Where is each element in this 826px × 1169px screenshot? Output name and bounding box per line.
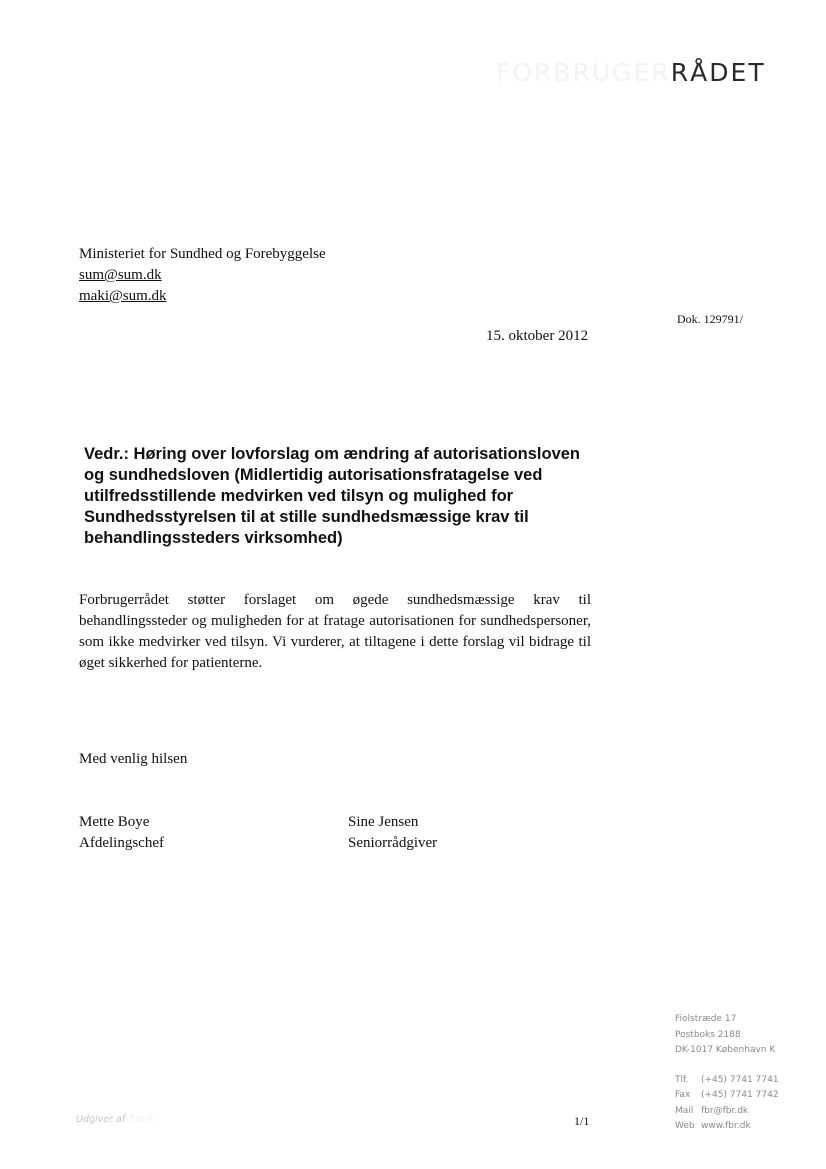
contact-label: Web (675, 1121, 695, 1131)
signatory-block (79, 812, 164, 854)
closing-greeting: Med venlig hilsen (79, 751, 188, 767)
contact-value: (+45) 7741 7742 (701, 1090, 779, 1100)
contact-label: Fax (675, 1090, 691, 1100)
publisher-name: Tænk (128, 1114, 154, 1125)
contact-value: (+45) 7741 7741 (701, 1074, 779, 1085)
address-city: DK-1017 København K (675, 1045, 776, 1055)
contact-web-link[interactable]: www.fbr.dk (701, 1121, 751, 1131)
contact-row-phone (675, 1073, 779, 1089)
organization-logo (496, 58, 766, 87)
signatory-title: Afdelingschef (79, 835, 164, 851)
contact-row-fax (675, 1088, 779, 1104)
contact-email-link[interactable]: fbr@fbr.dk (701, 1105, 749, 1116)
signatory-name: Mette Boye (79, 814, 150, 830)
recipient-email-link[interactable]: maki@sum.dk (79, 288, 167, 304)
publisher-label: Udgiver af (76, 1114, 126, 1125)
logo-dark-text: RÅDET (670, 58, 766, 87)
contact-row-web (675, 1119, 779, 1135)
contact-row-mail (675, 1104, 779, 1120)
page-number: 1/1 (574, 1114, 590, 1128)
body-paragraph: Forbrugerrådet støtter forslaget om øgede sundhedsmæssige krav til behandlingssteder og muligheden for at fratage autorisationen for sundhedspersoner, som ikke medvirker ved tilsyn. Vi vurderer, at tiltagene i dette forslag vil bidrage til øget sikkerhed for patienterne. (79, 592, 591, 671)
contact-label: Tlf. (675, 1074, 689, 1085)
signatory-block (348, 812, 437, 854)
contact-label: Mail (675, 1105, 694, 1116)
publisher-note (76, 1114, 154, 1125)
recipient-name: Ministeriet for Sundhed og Forebyggelse (79, 246, 326, 262)
signatory-name: Sine Jensen (348, 814, 419, 830)
letter-date: 15. oktober 2012 (486, 328, 589, 344)
recipient-block (79, 244, 326, 307)
sender-address (675, 1012, 779, 1135)
address-po-box: Postboks 2188 (675, 1029, 741, 1040)
subject-heading: Vedr.: Høring over lovforslag om ændring af autorisationsloven og sundhedsloven (Midlertidig autorisationsfratagelse ved utilfredsstillende medvirken ved tilsyn og mulighed for Sundhedsstyrelsen til at stille sundhedsmæssige krav til behandlingssteders virksomhed) (84, 445, 580, 547)
signatory-title: Seniorrådgiver (348, 835, 438, 851)
address-street: Fiolstræde 17 (675, 1014, 737, 1024)
recipient-email-link[interactable]: sum@sum.dk (79, 267, 162, 283)
document-reference: Dok. 129791/ (677, 312, 743, 326)
logo-light-text: FORBRUGER (496, 58, 671, 87)
